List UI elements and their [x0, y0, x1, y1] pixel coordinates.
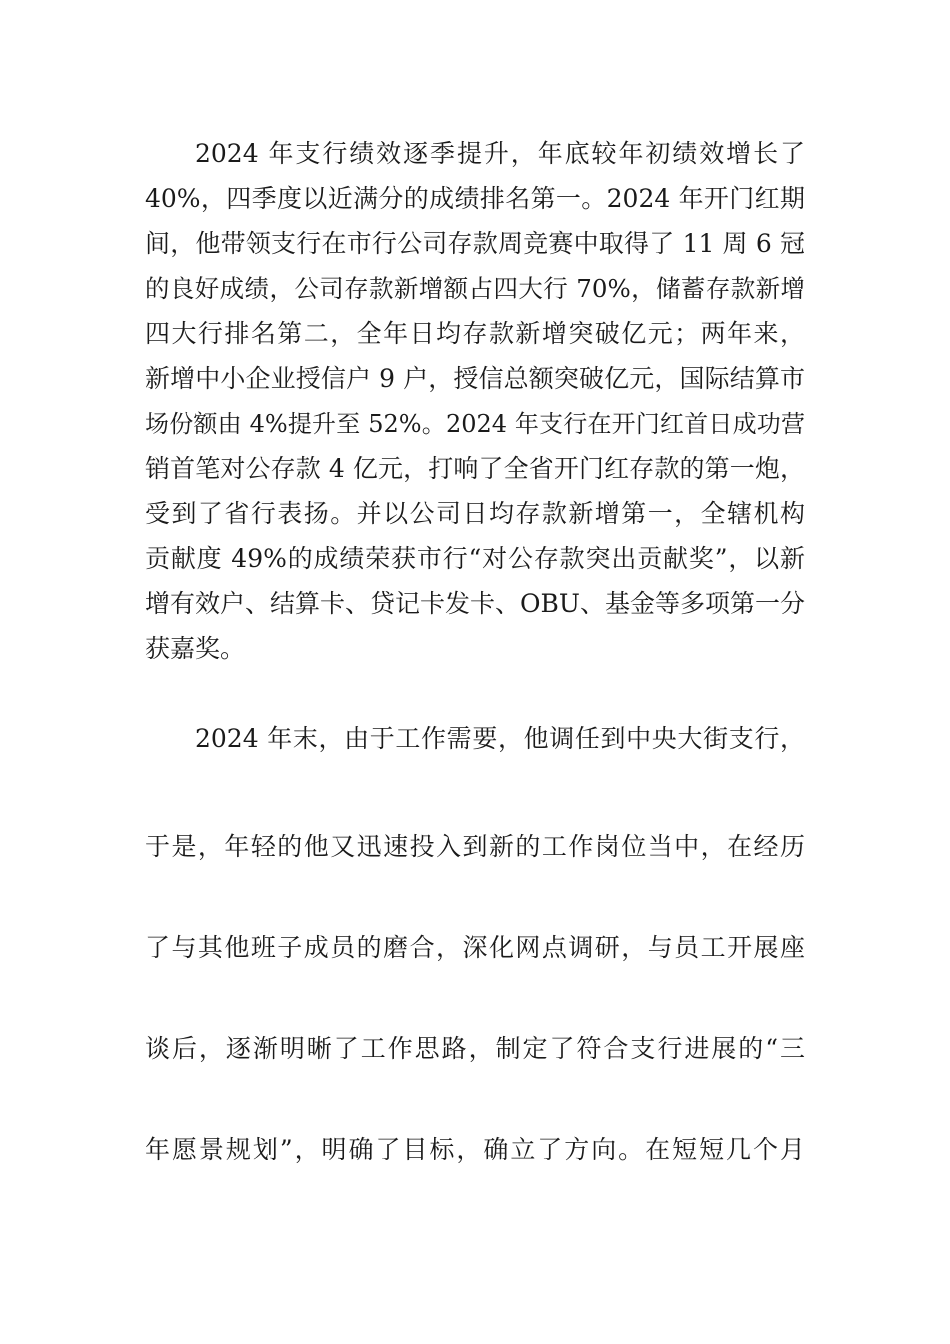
paragraph-line: 销首笔对公存款 4 亿元，打响了全省开门红存款的第一炮， [145, 454, 805, 483]
paragraph-line: 场份额由 4%提升至 52%。2024 年支行在开门红首日成功营 [145, 410, 805, 438]
paragraph-line: 获嘉奖。 [145, 634, 246, 663]
paragraph-line: 谈后，逐渐明晰了工作思路，制定了符合支行进展的“三 [145, 1034, 805, 1063]
paragraph-line: 受到了省行表扬。并以公司日均存款新增第一，全辖机构 [145, 499, 805, 528]
paragraph-line: 贡献度 49%的成绩荣获市行“对公存款突出贡献奖”，以新 [145, 544, 805, 573]
paragraph-line: 新增中小企业授信户 9 户，授信总额突破亿元，国际结算市 [145, 364, 805, 393]
paragraph-line: 增有效户、结算卡、贷记卡发卡、OBU、基金等多项第一分 [145, 589, 805, 618]
paragraph-line: 年愿景规划”，明确了目标，确立了方向。在短短几个月 [145, 1135, 805, 1164]
paragraph-line: 的良好成绩，公司存款新增额占四大行 70%，储蓄存款新增 [145, 274, 805, 303]
paragraph-line: 了与其他班子成员的磨合，深化网点调研，与员工开展座 [145, 933, 805, 962]
paragraph-line: 间，他带领支行在市行公司存款周竞赛中取得了 11 周 6 冠 [145, 229, 805, 258]
paragraph-line: 四大行排名第二，全年日均存款新增突破亿元；两年来， [145, 319, 805, 348]
paragraph-line: 2024 年支行绩效逐季提升，年底较年初绩效增长了 [195, 139, 805, 168]
paragraph-line: 于是，年轻的他又迅速投入到新的工作岗位当中，在经历 [145, 832, 805, 861]
paragraph-line: 40%，四季度以近满分的成绩排名第一。2024 年开门红期 [145, 184, 805, 213]
paragraph-line: 2024 年末，由于工作需要，他调任到中央大街支行， [195, 724, 805, 753]
